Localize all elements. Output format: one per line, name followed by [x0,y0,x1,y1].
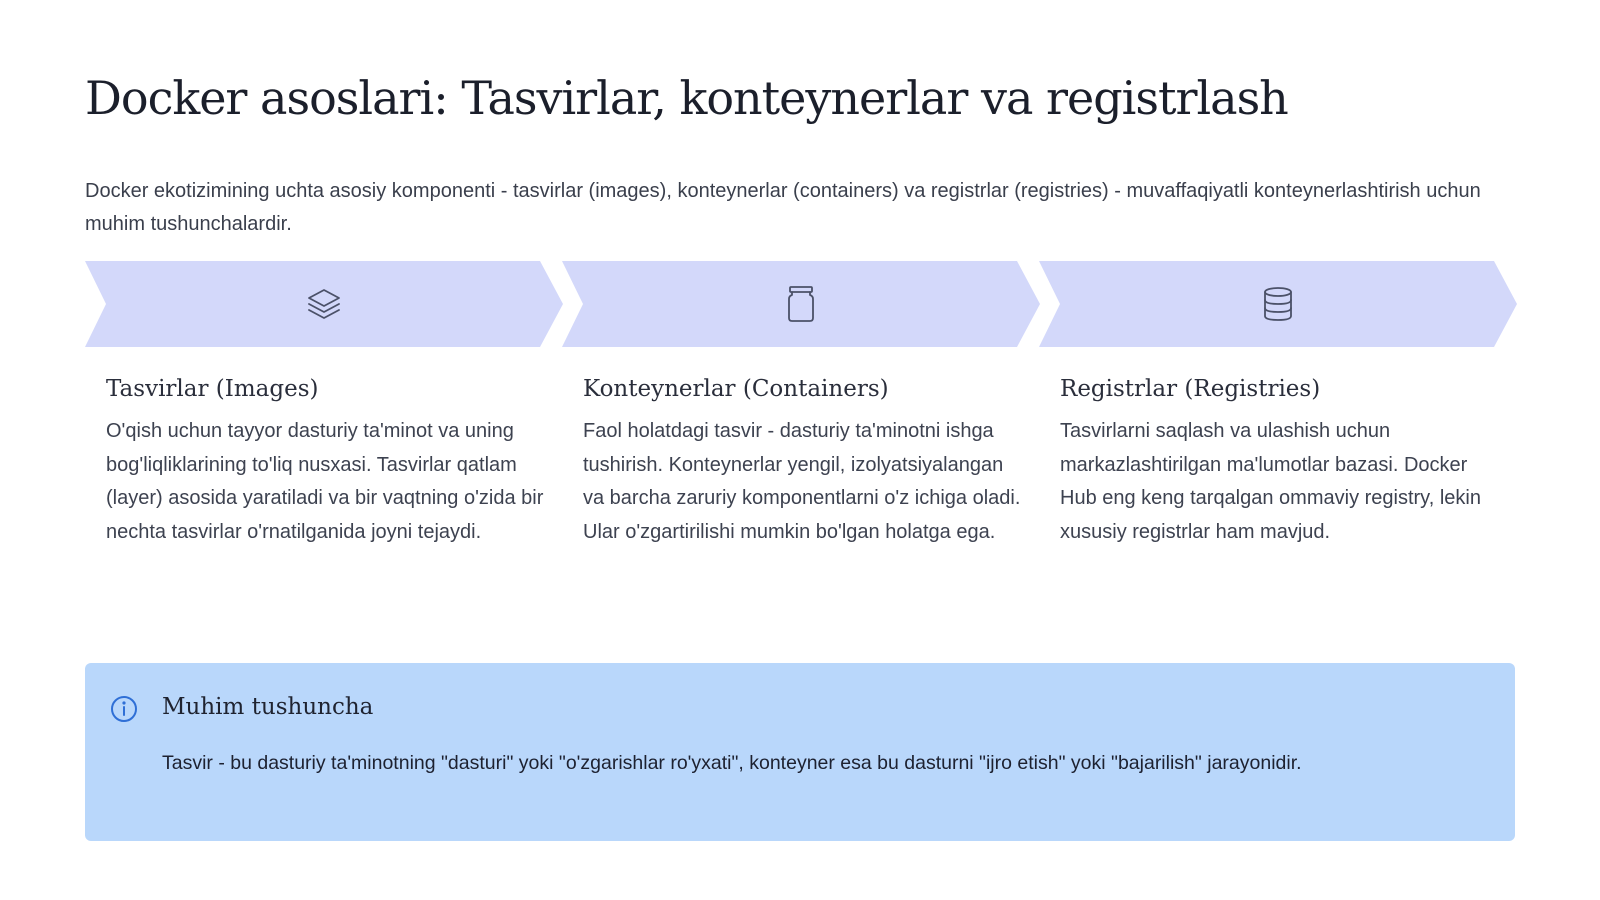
step-title: Registrlar (Registries) [1060,376,1321,402]
intro-paragraph: Docker ekotizimining uchta asosiy komponenti - tasvirlar (images), konteynerlar (containers) va registrlar (registries) - muvaffaqiyatli konteynerlashtirish uchun muhim tushunchalardir. [85,180,1481,235]
database-icon [1258,284,1298,324]
step-description: Faol holatdagi tasvir - dasturiy ta'minotni ishga tushirish. Konteynerlar yengil, izolyatsiyalangan va barcha zaruriy komponentlarni o'z ichiga oladi. Ular o'zgartirilishi mumkin bo'lgan holatga ega. [583,420,1021,543]
step-title: Konteynerlar (Containers) [583,376,889,402]
page-title: Docker asoslari: Tasvirlar, konteynerlar va registrlash [85,71,1288,125]
step-description: O'qish uchun tayyor dasturiy ta'minot va uning bog'liqliklarining to'liq nusxasi. Tasvirlar qatlam (layer) asosida yaratiladi va bir vaqtning o'zida bir nechta tasvirlar o'rnatilganida joyni tejaydi. [106,420,544,543]
step-registries [1039,261,1517,549]
step-title: Tasvirlar (Images) [106,376,319,402]
layers-icon [304,284,344,324]
callout-title: Muhim tushuncha [162,694,374,720]
key-concept-callout [85,663,1515,841]
step-arrow-banner [562,261,1040,347]
step-arrow-banner [1039,261,1517,347]
info-icon [109,694,139,724]
step-images [85,261,563,549]
step-description: Tasvirlarni saqlash va ulashish uchun markazlashtirilgan ma'lumotlar bazasi. Docker Hub eng keng tarqalgan ommaviy registry, lekin xususiy registrlar ham mavjud. [1060,420,1481,543]
step-containers [562,261,1040,549]
step-arrow-banner [85,261,563,347]
container-jar-icon [781,284,821,324]
callout-text: Tasvir - bu dasturiy ta'minotning "dasturi" yoki "o'zgarishlar ro'yxati", konteyner esa bu dasturni "ijro etish" yoki "bajarilish" jarayonidir. [162,752,1302,774]
